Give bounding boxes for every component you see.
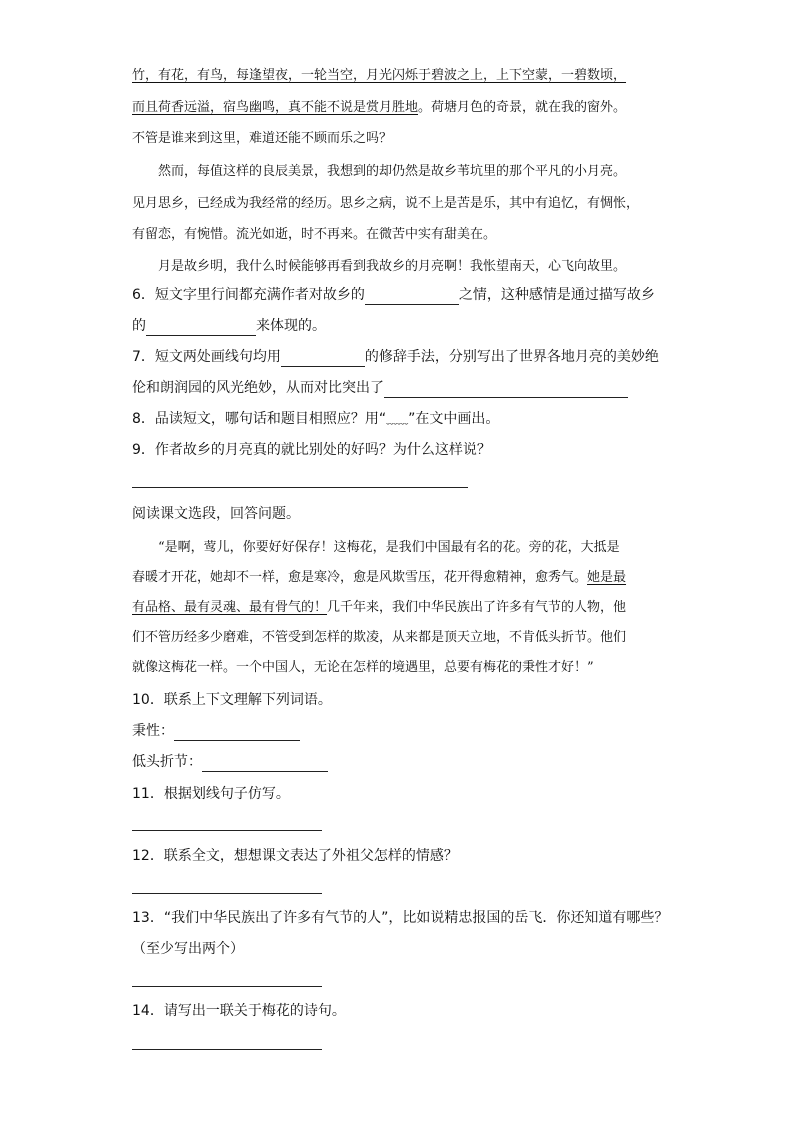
passage1-line3: 不管是谁来到这里，难道还能不顾而乐之吗？ bbox=[132, 131, 393, 146]
q9-answer-line[interactable] bbox=[132, 487, 468, 488]
question-7-cont: 伦和朗润园的风光绝妙，从而对比突出了 bbox=[132, 378, 628, 398]
wavy-mark: ﹏﹏ bbox=[386, 413, 409, 426]
q7-blank-2[interactable] bbox=[384, 381, 628, 398]
question-6: 6．短文字里行间都充满作者对故乡的 之情，这种感情是通过描写故乡 bbox=[132, 287, 655, 303]
underlined-sentence-1: 竹，有花，有鸟，每逢望夜，一轮当空，月光闪烁于碧波之上，上下空蒙，一碧数顷， bbox=[132, 68, 627, 83]
passage1-line1 bbox=[132, 66, 626, 86]
question-8: 8．品读短文，哪句话和题目相照应？用“﹏﹏”在文中画出。 bbox=[132, 411, 500, 427]
passage2-line1: “是啊，莺儿，你要好好保存！这梅花，是我们中国最有名的花。旁的花，大抵是 bbox=[158, 540, 620, 555]
q6-blank-1[interactable] bbox=[365, 288, 459, 305]
underlined-sentence-2: 她是最 bbox=[587, 570, 627, 585]
q10-word-1: 秉性： bbox=[132, 721, 300, 741]
underlined-sentence-2-end: 有品格、最有灵魂、最有骨气的！ bbox=[132, 600, 328, 615]
underlined-sentence-1-end: 而且荷香远溢，宿鸟幽鸣，真不能不说是赏月胜地 bbox=[132, 100, 419, 115]
q10-blank-1[interactable] bbox=[174, 724, 300, 741]
question-12: 12．联系全文，想想课文表达了外祖父怎样的情感？ bbox=[132, 848, 458, 864]
q14-answer-line[interactable] bbox=[132, 1049, 322, 1050]
question-6-cont: 的 来体现的。 bbox=[132, 318, 326, 334]
q10-blank-2[interactable] bbox=[202, 755, 328, 772]
question-7: 7．短文两处画线句均用 的修辞手法，分别写出了世界各地月亮的美妙绝 bbox=[132, 349, 659, 365]
passage2-line2: 春暖才开花，她却不一样，愈是寒冷，愈是风欺雪压，花开得愈精神，愈秀气。她是最 bbox=[132, 570, 627, 585]
question-14: 14．请写出一联关于梅花的诗句。 bbox=[132, 1003, 346, 1019]
q11-answer-line[interactable] bbox=[132, 830, 322, 831]
q7-blank-1[interactable] bbox=[281, 350, 365, 367]
passage1-line5: 见月思乡，已经成为我经常的经历。思乡之病，说不上是苦是乐，其中有追忆，有惆怅， bbox=[132, 196, 640, 211]
question-13-note: （至少写出两个） bbox=[132, 941, 244, 957]
passage1-line6: 有留恋，有惋惜。流光如逝，时不再来。在微苦中实有甜美在。 bbox=[132, 227, 497, 242]
q12-answer-line[interactable] bbox=[132, 893, 322, 894]
q6-blank-2[interactable] bbox=[146, 319, 256, 336]
section2-intro: 阅读课文选段，回答问题。 bbox=[132, 506, 300, 522]
passage1-line7: 月是故乡明，我什么时候能够再看到我故乡的月亮啊！我怅望南天，心飞向故里。 bbox=[158, 259, 627, 274]
q10-word-2: 低头折节： bbox=[132, 752, 328, 772]
question-10: 10．联系上下文理解下列词语。 bbox=[132, 692, 332, 708]
passage2-line3: 有品格、最有灵魂、最有骨气的！几千年来，我们中华民族出了许多有气节的人物，他 bbox=[132, 600, 627, 615]
q13-answer-line[interactable] bbox=[132, 986, 322, 987]
passage1-line2: 而且荷香远溢，宿鸟幽鸣，真不能不说是赏月胜地。荷塘月色的奇景，就在我的窗外。 bbox=[132, 100, 627, 115]
passage2-line5: 就像这梅花一样。一个中国人，无论在怎样的境遇里，总要有梅花的秉性才好！” bbox=[132, 660, 594, 675]
question-11: 11．根据划线句子仿写。 bbox=[132, 786, 290, 802]
question-13: 13．“我们中华民族出了许多有气节的人”，比如说精忠报国的岳飞．你还知道有哪些？ bbox=[132, 910, 669, 926]
passage2-line4: 们不管历经多少磨难，不管受到怎样的欺凌，从来都是顶天立地，不肯低头折节。他们 bbox=[132, 630, 627, 645]
passage1-line4: 然而，每值这样的良辰美景，我想到的却仍然是故乡苇坑里的那个平凡的小月亮。 bbox=[158, 164, 627, 179]
question-9: 9．作者故乡的月亮真的就比别处的好吗？为什么这样说？ bbox=[132, 442, 491, 458]
